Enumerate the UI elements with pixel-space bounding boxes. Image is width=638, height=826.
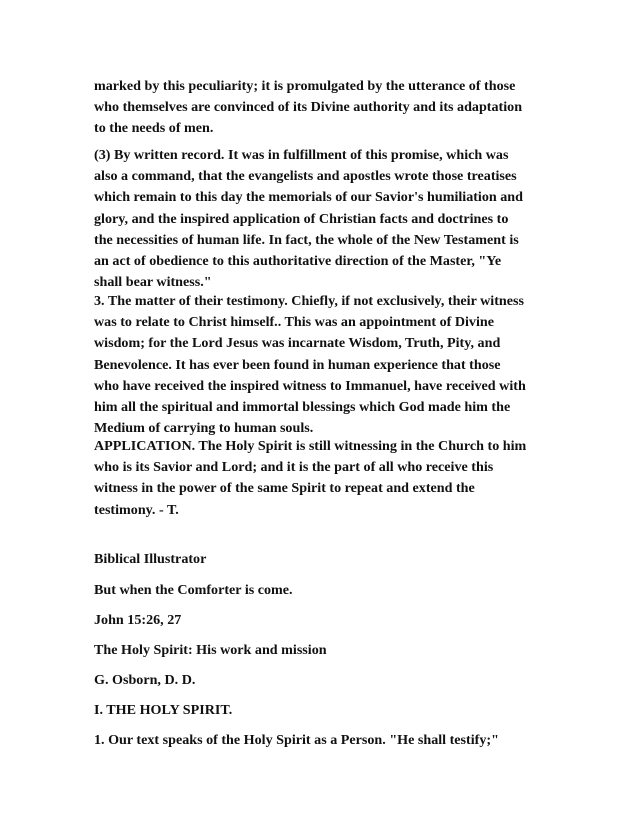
text-line: who have received the inspired witness to Immanuel, have received with	[94, 377, 526, 394]
paragraph-continuation	[94, 76, 554, 140]
paragraph-application	[94, 436, 554, 521]
text-line: was to relate to Christ himself.. This was an appointment of Divine	[94, 314, 494, 331]
text-line: Benevolence. It has ever been found in human experience that those	[94, 356, 501, 373]
text-line: an act of obedience to this authoritative direction of the Master, "Ye	[94, 252, 502, 269]
verse-quote: But when the Comforter is come.	[94, 582, 293, 598]
paragraph-matter-of-testimony	[94, 291, 554, 439]
sermon-title: The Holy Spirit: His work and mission	[94, 642, 327, 658]
section-heading: I. THE HOLY SPIRIT.	[94, 702, 233, 718]
text-line: APPLICATION. The Holy Spirit is still witnessing in the Church to him	[94, 438, 527, 454]
text-line: to the needs of men.	[94, 120, 214, 137]
text-line: 3. The matter of their testimony. Chiefly, if not exclusively, their witness	[94, 293, 524, 309]
text-line: which remain to this day the memorials of our Savior's humiliation and	[94, 189, 523, 206]
text-line: (3) By written record. It was in fulfillment of this promise, which was	[94, 147, 509, 163]
text-line: glory, and the inspired application of Christian facts and doctrines to	[94, 210, 509, 227]
point-one: 1. Our text speaks of the Holy Spirit as a Person. "He shall testify;"	[94, 732, 499, 748]
text-line: Medium of carrying to human souls.	[94, 420, 314, 437]
text-line: shall bear witness."	[94, 274, 212, 291]
text-line: him all the spiritual and immortal blessings which God made him the	[94, 398, 511, 415]
text-line: also a command, that the evangelists and apostles wrote those treatises	[94, 168, 517, 185]
text-line: marked by this peculiarity; it is promulgated by the utterance of those	[94, 78, 516, 94]
text-line: witness in the power of the same Spirit to repeat and extend the	[94, 480, 475, 497]
paragraph-written-record	[94, 145, 554, 293]
text-line: wisdom; for the Lord Jesus was incarnate Wisdom, Truth, Pity, and	[94, 335, 501, 352]
scripture-reference: John 15:26, 27	[94, 612, 182, 628]
text-line: who is its Savior and Lord; and it is the part of all who receive this	[94, 459, 494, 476]
text-line: testimony. - T.	[94, 501, 179, 518]
author-name: G. Osborn, D. D.	[94, 672, 196, 688]
text-line: who themselves are convinced of its Divine authority and its adaptation	[94, 99, 523, 116]
source-title: Biblical Illustrator	[94, 551, 207, 567]
text-line: the necessities of human life. In fact, the whole of the New Testament is	[94, 231, 519, 248]
